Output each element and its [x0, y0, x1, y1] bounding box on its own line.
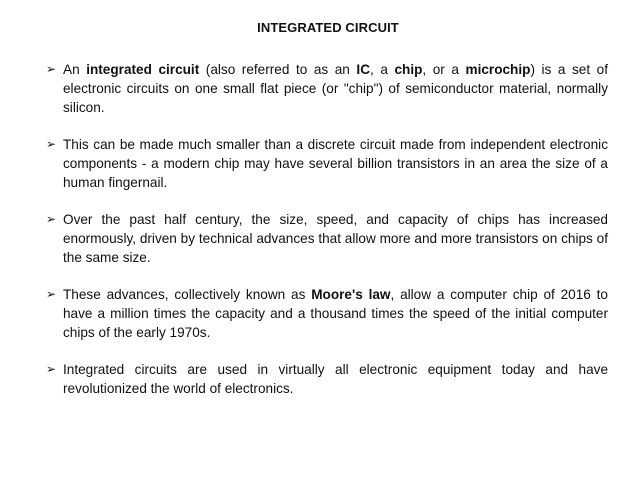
text-run: , a [370, 62, 395, 77]
arrowhead-bullet-icon: ➢ [46, 62, 57, 76]
bold-term: chip [394, 62, 423, 77]
bullet-list [48, 60, 608, 398]
slide-title: INTEGRATED CIRCUIT [257, 20, 399, 35]
arrowhead-bullet-icon: ➢ [46, 362, 57, 376]
text-run: (also referred to as an [199, 62, 357, 77]
bold-term: integrated circuit [86, 62, 200, 77]
text-run: An [63, 62, 87, 77]
bullet-text [63, 362, 608, 396]
bullet-item [48, 135, 608, 192]
text-run: Integrated circuits are used in virtually all electronic equipment today and have revolutionized the world of electronics. [63, 362, 608, 396]
arrowhead-bullet-icon: ➢ [46, 287, 57, 301]
bullet-item [48, 285, 608, 342]
arrowhead-bullet-icon: ➢ [46, 212, 57, 226]
bold-term: IC [356, 62, 371, 77]
bold-term: Moore's law [311, 287, 391, 302]
text-run: Over the past half century, the size, speed, and capacity of chips has increased enormously, driven by technical advances that allow more and more transistors on chips of the same size. [63, 212, 608, 265]
text-run: This can be made much smaller than a discrete circuit made from independent electronic components - a modern chip may have several billion transistors in an area the size of a human fingernail. [63, 137, 608, 190]
bullet-text [63, 287, 608, 340]
text-run: , or a [422, 62, 466, 77]
bullet-item [48, 210, 608, 267]
bullet-text [63, 62, 608, 115]
bullet-item [48, 60, 608, 117]
bullet-text [63, 212, 608, 265]
arrowhead-bullet-icon: ➢ [46, 137, 57, 151]
bullet-text [63, 137, 608, 190]
text-run: These advances, collectively known as [63, 287, 312, 302]
bullet-item [48, 360, 608, 398]
bold-term: microchip [465, 62, 531, 77]
text-run: , allow a computer chip of 2016 to have a million times the capacity and a thousand times the speed of the initial computer chips of the early 1970s. [63, 287, 608, 340]
text-run: ) is a set of electronic circuits on one small flat piece (or "chip") of semiconductor material, normally silicon. [63, 62, 609, 115]
